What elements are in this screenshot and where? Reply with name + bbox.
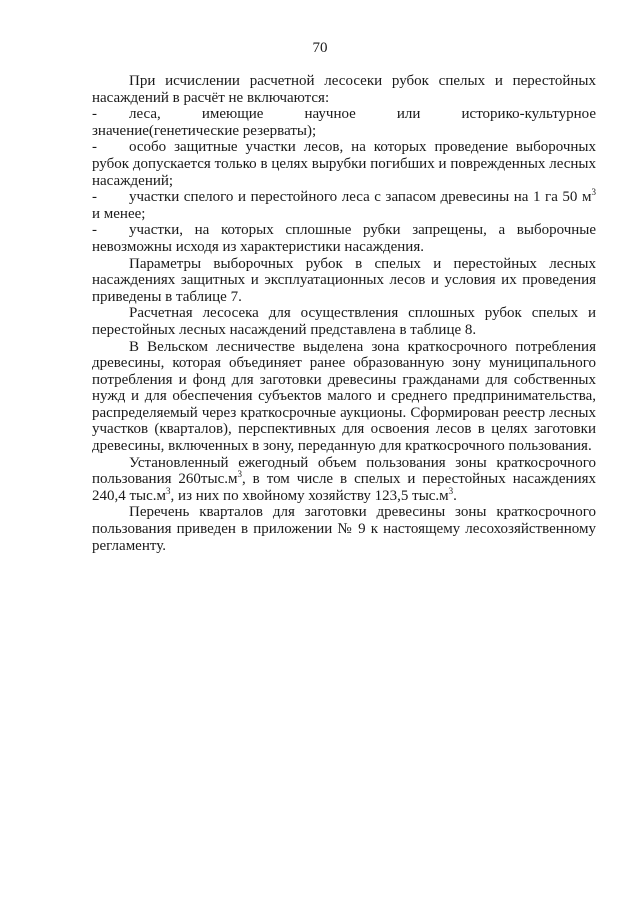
- superscript: 3: [166, 485, 171, 496]
- page-number: 70: [312, 40, 328, 56]
- list-item: [92, 222, 596, 255]
- document-body: [92, 73, 596, 554]
- paragraph-clear-felling: Расчетная лесосека для осуществления сплошных рубок спелых и перестойных лесных насаждений представлена в таблице 8.: [92, 305, 596, 338]
- list-item: [92, 106, 596, 139]
- text-segment: , в том числе в спелых и перестойных насаждениях 240,4 тыс.м: [92, 471, 596, 504]
- superscript: 3: [591, 187, 596, 198]
- list-item-text: участки, на которых сплошные рубки запрещены, а выборочные невозможны исходя из характеристики насаждения.: [92, 222, 596, 255]
- list-dash: -: [92, 106, 97, 123]
- list-item: [92, 189, 596, 222]
- paragraph-annual-volume: [92, 455, 596, 505]
- list-dash: -: [92, 222, 97, 239]
- paragraph-quarters-list: Перечень кварталов для заготовки древесины зоны краткосрочного пользования приведен в приложении № 9 к настоящему лесохозяйственному регламенту.: [92, 504, 596, 554]
- text-segment: .: [453, 487, 457, 504]
- list-item-text: леса, имеющие научное или историко-культурное значение(генетические резерваты);: [92, 106, 596, 139]
- superscript: 3: [448, 485, 454, 496]
- list-dash: -: [92, 139, 97, 156]
- list-item-text: особо защитные участки лесов, на которых проведение выборочных рубок допускается только в целях вырубки погибших и поврежденных лесных насаждений;: [92, 139, 596, 189]
- list-item: [92, 139, 596, 189]
- superscript: 3: [237, 469, 242, 480]
- text-segment: , из них по хвойному хозяйству 123,5 тыс.м: [170, 487, 449, 504]
- text-segment: Установленный ежегодный объем пользования зоны краткосрочного пользования 260тыс.м: [92, 454, 596, 488]
- paragraph-selective-felling: Параметры выборочных рубок в спелых и перестойных лесных насаждениях защитных и эксплуатационных лесов и условия их проведения приведены в таблице 7.: [92, 255, 596, 305]
- list-item-text: участки спелого и перестойного леса с запасом древесины на 1 га 50 м: [129, 189, 592, 206]
- paragraph-short-term-zone: В Вельском лесничестве выделена зона краткосрочного потребления древесины, которая объединяет ранее образованную зону муниципального потребления и фонд для заготовки древесины гражданами для собственных нужд и для обеспечения субъектов малого и среднего предпринимательства, распределяемый через краткосрочные аукционы. Сформирован реестр лесных участков (кварталов), перспективных для освоения лесов в целях заготовки древесины, включенных в зону, переданную для краткосрочного пользования.: [92, 338, 596, 455]
- paragraph-intro: При исчислении расчетной лесосеки рубок спелых и перестойных насаждений в расчёт не включаются:: [92, 73, 596, 106]
- list-item-text-end: и менее;: [92, 205, 146, 222]
- list-dash: -: [92, 189, 97, 206]
